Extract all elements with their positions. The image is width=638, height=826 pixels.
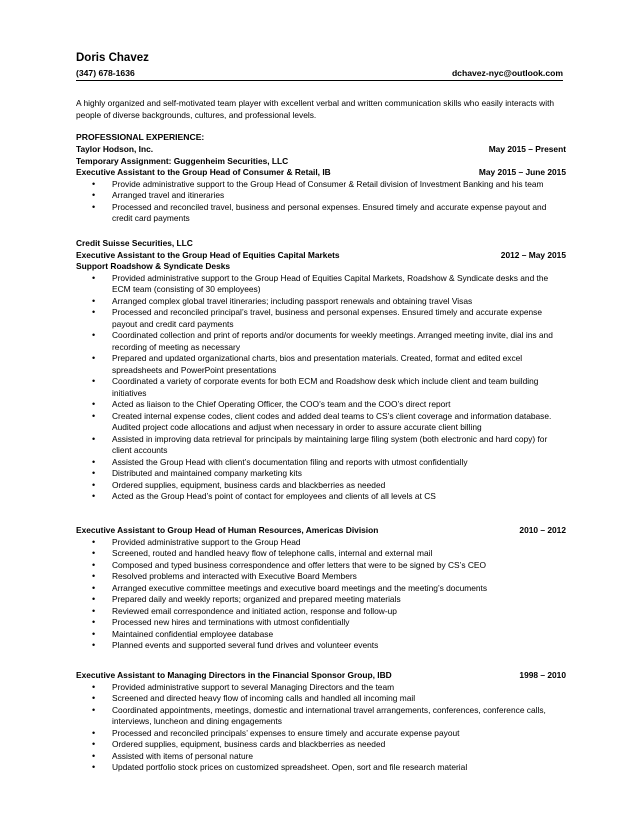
list-item: • Reviewed email correspondence and initiated action, response and follow-up	[76, 606, 566, 618]
job-entry-taylor-hodson	[76, 144, 566, 225]
role-row	[76, 670, 566, 682]
list-item: • Arranged travel and itineraries	[76, 190, 566, 202]
list-item: • Processed and reconciled principal’s travel, business and personal expenses. Ensured timely and accurate expense payout and credit card payments	[76, 307, 566, 330]
list-item: • Acted as liaison to the Chief Operating Officer, the COO’s team and the COO’s direct report	[76, 399, 566, 411]
list-item: • Arranged complex global travel itineraries; including passport renewals and obtaining travel Visas	[76, 296, 566, 308]
role-title: Executive Assistant to Managing Directors in the Financial Sponsor Group, IBD	[76, 670, 392, 680]
list-item: • Assisted with items of personal nature	[76, 751, 566, 763]
employer-row	[76, 144, 566, 156]
list-item: • Coordinated a variety of corporate events for both ECM and Roadshow desk which include client and team building initiatives	[76, 376, 566, 399]
role-row	[76, 525, 566, 537]
job-entry-credit-suisse-ibd	[76, 670, 566, 774]
support-line: Support Roadshow & Syndicate Desks	[76, 261, 231, 271]
list-item: • Acted as the Group Head’s point of contact for employees and clients of all levels at CS	[76, 491, 566, 503]
role-row	[76, 250, 566, 262]
role-dates: May 2015 – June 2015	[478, 167, 566, 177]
bullet-list	[76, 273, 566, 503]
list-item: • Distributed and maintained company marketing kits	[76, 468, 566, 480]
email-address: dchavez-nyc@outlook.com	[451, 68, 563, 78]
role-title: Executive Assistant to Group Head of Human Resources, Americas Division	[76, 525, 379, 535]
list-item: • Arranged executive committee meetings and executive board meetings and the meeting’s documents	[76, 583, 566, 595]
list-item: • Prepared and updated organizational charts, bios and presentation materials. Created, format and edited excel spreadsheets and PowerPoint presentations	[76, 353, 566, 376]
list-item: • Provided administrative support to the Group Head of Equities Capital Markets, Roadshow & Syndicate desks and the ECM team (consisting of 30 employees)	[76, 273, 566, 296]
list-item: • Processed new hires and terminations with utmost confidentially	[76, 617, 566, 629]
employer-name: Credit Suisse Securities, LLC	[76, 238, 193, 248]
list-item: • Planned events and supported several fund drives and volunteer events	[76, 640, 566, 652]
list-item: • Resolved problems and interacted with Executive Board Members	[76, 571, 566, 583]
header-divider	[76, 80, 563, 81]
employer-name: Taylor Hodson, Inc.	[76, 144, 154, 154]
bullet-list	[76, 682, 566, 774]
list-item: • Provided administrative support to the Group Head	[76, 537, 566, 549]
list-item: • Coordinated collection and print of reports and/or documents for weekly meetings. Arranged meeting invite, dial ins and recording of meeting as necessary	[76, 330, 566, 353]
list-item: • Provide administrative support to the Group Head of Consumer & Retail division of Investment Banking and his team	[76, 179, 566, 191]
list-item: • Ordered supplies, equipment, business cards and blackberries as needed	[76, 739, 566, 751]
list-item: • Composed and typed business correspondence and offer letters that were to be signed by CS’s CEO	[76, 560, 566, 572]
bullet-list	[76, 179, 566, 225]
phone-number: (347) 678-1636	[76, 68, 135, 78]
list-item: • Maintained confidential employee database	[76, 629, 566, 641]
job-entry-credit-suisse-ecm	[76, 238, 566, 503]
employer-dates: May 2015 – Present	[488, 144, 566, 154]
list-item: • Screened, routed and handled heavy flow of telephone calls, internal and external mail	[76, 548, 566, 560]
list-item: • Processed and reconciled principals’ expenses to ensure timely and accurate expense payout	[76, 728, 566, 740]
list-item: • Screened and directed heavy flow of incoming calls and handled all incoming mail	[76, 693, 566, 705]
assignment-line: Temporary Assignment: Guggenheim Securities, LLC	[76, 155, 289, 166]
role-dates: 1998 – 2010	[519, 670, 566, 680]
list-item: • Prepared daily and weekly reports; organized and prepared meeting materials	[76, 594, 566, 606]
summary-paragraph: A highly organized and self-motivated team player with excellent verbal and written communication skills who easily interacts with people of diverse backgrounds, cultures, and professional levels.	[76, 98, 555, 120]
role-title: Executive Assistant to the Group Head of Equities Capital Markets	[76, 249, 340, 260]
contact-line	[76, 68, 563, 78]
role-dates: 2012 – May 2015	[500, 249, 566, 260]
role-row	[76, 167, 566, 179]
role-title: Executive Assistant to the Group Head of Consumer & Retail, IB	[76, 167, 331, 177]
section-heading-experience: PROFESSIONAL EXPERIENCE:	[76, 132, 205, 142]
list-item: • Assisted the Group Head with client’s documentation filing and reports with utmost confidentially	[76, 457, 566, 469]
candidate-name: Doris Chavez	[76, 52, 149, 64]
list-item: • Created internal expense codes, client codes and added deal teams to CS’s client coverage and information database. Audited project code allocations and adjust when necessary in order to assure accurate client billing	[76, 411, 566, 434]
list-item: • Provided administrative support to several Managing Directors and the team	[76, 682, 566, 694]
bullet-list	[76, 537, 566, 652]
role-dates: 2010 – 2012	[519, 525, 566, 535]
list-item: • Updated portfolio stock prices on customized spreadsheet. Open, sort and file research material	[76, 762, 566, 774]
list-item: • Processed and reconciled travel, business and personal expenses. Ensured timely and accurate expense payout and credit card payments	[76, 202, 566, 225]
job-entry-credit-suisse-hr	[76, 525, 566, 652]
list-item: • Assisted in improving data retrieval for principals by maintaining large filing system (both electronic and hard copy) for client accounts	[76, 434, 566, 457]
list-item: • Coordinated appointments, meetings, domestic and international travel arrangements, conferences, conference calls, interviews, luncheon and dining engagements	[76, 705, 566, 728]
list-item: • Ordered supplies, equipment, business cards and blackberries as needed	[76, 480, 566, 492]
